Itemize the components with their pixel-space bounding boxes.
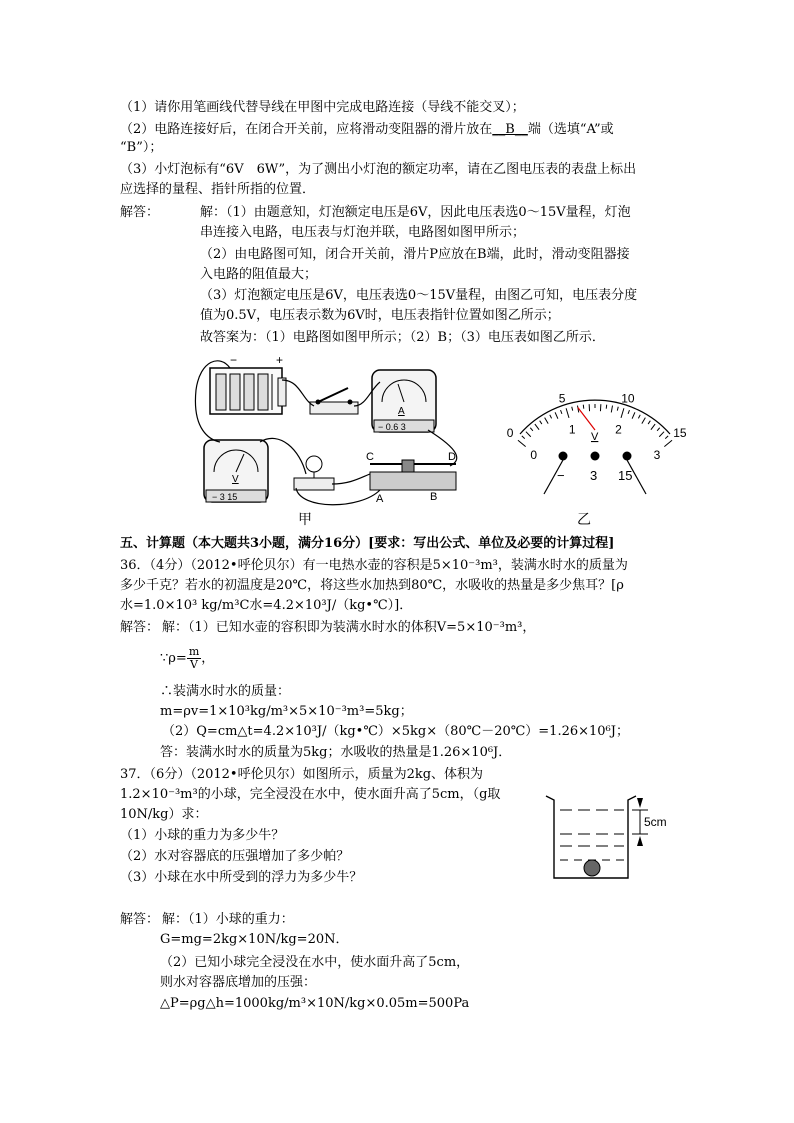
fraction-numerator: m (188, 645, 200, 658)
q37-answer-line3: （2）已知小球完全浸没在水中，使水面升高了5cm， (160, 955, 470, 970)
dial-tick (611, 406, 612, 413)
q35-part2-cont: “B”）； (120, 140, 163, 155)
q35-answer-line7: 故答案为：（1）电路图如图甲所示；（2）B；（3）电压表如图乙所示． (200, 330, 605, 345)
dial-tick (621, 408, 624, 418)
inner-tick-3: 3 (653, 448, 661, 463)
q35-part1: （1）请你用笔画线代替导线在甲图中完成电路连接（导线不能交叉）； (120, 100, 525, 115)
q36-line3: 水=1.0×10³ kg/m³C水=4.2×10³J/（kg•℃）]． (120, 598, 413, 613)
switch-icon (310, 388, 358, 414)
figure-jia-caption: 甲 (298, 512, 312, 528)
q37-answer-line4: 则水对容器底增加的压强： (160, 975, 317, 990)
dial-tick (664, 440, 672, 446)
q36-answer-line4: m=ρv=1×10³kg/m³×5×10⁻³m³=5kg； (160, 704, 413, 719)
q35-answer-line3: （2）由电路图可知，闭合开关前，滑片P应放在B端，此时，滑动变阻器接 (200, 247, 630, 262)
dial-tick (555, 412, 558, 418)
q35-answer-label: 解答： (120, 205, 160, 220)
dial-tick (535, 424, 539, 430)
q37-question2: （2）水对容器底的压强增加了多少帕？ (120, 849, 350, 864)
q36-answer-formula-tail: ， (201, 651, 215, 666)
rheostat-A-label: A (376, 493, 384, 505)
dial-tick (566, 408, 569, 418)
battery-plus-label: + (276, 353, 284, 367)
rheostat-D-label: D (448, 451, 456, 463)
q37-answer-line2: G=mg=2kg×10N/kg=20N． (160, 932, 349, 947)
q35-part2-text: （2）电路连接好后，在闭合开关前，应将滑动变阻器的滑片放在 (120, 122, 493, 137)
figure-yi-voltmeter-dial (500, 378, 690, 508)
q36-answer-line1: 解：（1）已知水壶的容积即为装满水时水的体积V=5×10⁻³m³， (162, 620, 536, 635)
battery-minus-label: − (230, 353, 238, 367)
q37-answer-line5: △P=ρg△h=1000kg/m³×10N/kg×0.05m=500Pa (160, 996, 470, 1011)
figure-yi-caption: 乙 (577, 512, 591, 528)
lamp-icon (294, 456, 334, 490)
outer-tick-15: 15 (673, 426, 687, 441)
rheostat-icon (370, 460, 456, 490)
q37-line1: 37．（6分）（2012•呼伦贝尔）如图所示，质量为2kg、体积为 (120, 767, 484, 782)
q35-part3: （3）小灯泡标有“6V 6W”，为了测出小灯泡的额定功率，请在乙图电压表的表盘上标出 (120, 162, 637, 177)
fraction-denominator: V (190, 658, 198, 671)
terminal-minus-dot (559, 452, 568, 461)
dial-needle (578, 408, 595, 430)
inner-tick-2: 2 (615, 422, 622, 437)
dial-tick (638, 415, 640, 419)
arrow-down-icon (637, 798, 643, 808)
battery-icon (210, 368, 286, 414)
dial-tick (550, 415, 552, 419)
voltmeter-terminals: − 3 15 (212, 492, 238, 502)
terminal-15: 15 (618, 468, 633, 483)
dial-symbol: V (591, 431, 599, 443)
dial-tick (522, 436, 525, 439)
outer-tick-0: 0 (506, 426, 514, 441)
voltmeter-symbol: V (232, 474, 239, 485)
ammeter-terminals: − 0.6 3 (378, 422, 406, 432)
dial-tick (526, 432, 531, 437)
q35-answer-line1: 解：（1）由题意知，灯泡额定电压是6V，因此电压表选0～15V量程，灯泡 (200, 205, 631, 220)
q35-part2-tail: 端（选填“A”或 (527, 122, 614, 137)
dial-tick (530, 428, 533, 431)
dial-tick (628, 410, 629, 414)
dial-tick (657, 428, 660, 431)
q37-line2: 1.2×10⁻³m³的小球，完全浸没在水中，使水面升高了5cm，（g取 (120, 787, 501, 802)
outer-tick-5: 5 (558, 391, 566, 406)
ammeter-symbol: A (398, 406, 405, 417)
dial-tick (572, 407, 573, 411)
dial-tick (617, 407, 618, 411)
q36-answer-formula (160, 646, 214, 671)
q36-answer-label: 解答： (120, 620, 160, 635)
q37-answer-line1: 解：（1）小球的重力： (162, 912, 294, 927)
q35-answer-line6: 值为0.5V，电压表示数为6V时，电压表指针位置如图乙所示； (200, 308, 560, 323)
outer-tick-10: 10 (621, 391, 635, 406)
terminal-3-dot (591, 452, 600, 461)
q36-line1: 36．（4分）（2012•呼伦贝尔）有一电热水壶的容积是5×10⁻³m³，装满水时水的质量为 (120, 558, 628, 573)
arrow-up-icon (637, 836, 643, 846)
q36-answer-formula-text: ∵ρ= (160, 651, 187, 666)
density-fraction (187, 646, 201, 671)
dial-tick (545, 418, 549, 424)
q35-answer-blank: __B__ (492, 122, 528, 137)
beaker-figure (540, 790, 680, 884)
q36-line2: 多少千克？若水的初温度是20℃，将这些水加热到80℃，水吸收的热量是多少焦耳？[ρ (120, 578, 624, 593)
q36-answer-line5: （2）Q=cm△t=4.2×10³J/（kg•℃）×5kg×（80℃－20℃）=1.26×10⁶J； (162, 724, 629, 739)
rheostat-C-label: C (366, 451, 374, 463)
inner-tick-1: 1 (568, 422, 576, 437)
terminal-3: 3 (590, 468, 598, 483)
q36-answer-line6: 答：装满水时水的质量为5kg；水吸收的热量是1.26×10⁶J． (160, 745, 512, 760)
q37-question3: （3）小球在水中所受到的浮力为多少牛？ (120, 870, 363, 885)
q37-question1: （1）小球的重力为多少牛？ (120, 828, 285, 843)
q35-answer-line5: （3）灯泡额定电压是6V，电压表选0～15V量程，由图乙可知，电压表分度 (200, 288, 638, 303)
dial-tick (518, 440, 526, 446)
q37-line3: 10N/kg）求： (120, 807, 208, 822)
dial-tick (642, 418, 646, 424)
dial-tick (540, 421, 542, 424)
q37-answer-label: 解答： (120, 912, 160, 927)
dial-tick (651, 424, 655, 430)
inner-tick-0: 0 (530, 448, 538, 463)
ball-icon (584, 860, 600, 876)
height-label: 5cm (644, 815, 667, 829)
q35-part3-cont: 应选择的量程、指针所指的位置． (120, 182, 316, 197)
section5-title: 五、计算题（本大题共3小题，满分16分）[要求：写出公式、单位及必要的计算过程] (120, 536, 615, 551)
figure-jia-circuit (190, 350, 480, 530)
dial-tick (665, 436, 668, 439)
q35-answer-line4: 入电路的阻值最大； (200, 267, 318, 282)
terminal-15-dot (623, 452, 632, 461)
q36-answer-line3: ∴装满水时水的质量： (160, 684, 291, 699)
dial-tick (659, 432, 664, 437)
q35-part2 (120, 122, 614, 138)
dial-tick (561, 410, 562, 414)
dial-tick (632, 412, 635, 418)
q35-answer-line2: 串连接入电路，电压表与灯泡并联，电路图如图甲所示； (200, 225, 526, 240)
terminal-minus: − (557, 468, 565, 483)
dial-tick (648, 421, 650, 424)
rheostat-B-label: B (430, 491, 438, 503)
